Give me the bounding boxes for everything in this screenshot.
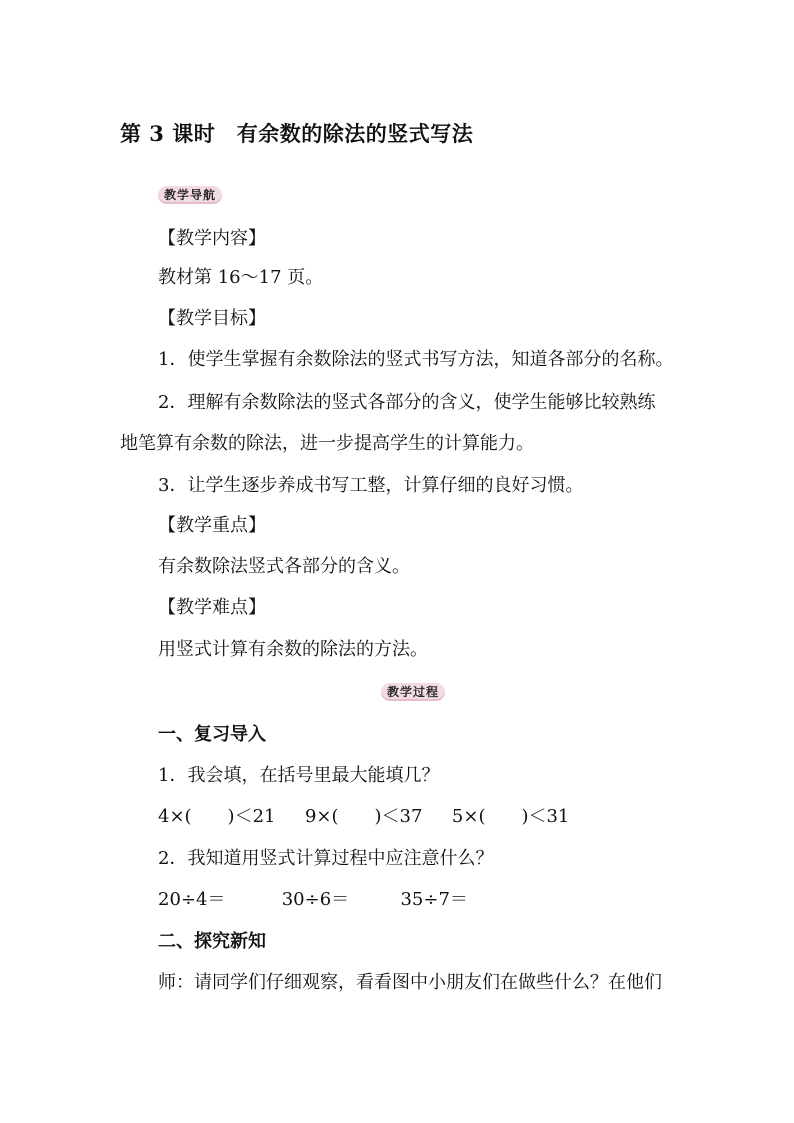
teacher-line: 师：请同学们仔细观察，看看图中小朋友们在做些什么？在他们 [158, 972, 662, 993]
exercise-item: 5×( )＜31 [451, 806, 570, 827]
teaching-goals-heading: 【教学目标】 [158, 308, 266, 329]
exercise-item: 4×( )＜21 [158, 806, 276, 827]
question-1: 1．我会填，在括号里最大能填几？ [158, 765, 440, 786]
question-1-exercises [158, 805, 569, 829]
goal-item-2-line-2: 地笔算有余数的除法，进一步提高学生的计算能力。 [120, 433, 534, 454]
difficulty-heading: 【教学难点】 [158, 597, 266, 618]
key-points-heading: 【教学重点】 [158, 515, 266, 536]
exercise-item: 30÷6＝ [281, 889, 350, 910]
difficulty-text: 用竖式计算有余数的除法的方法。 [158, 639, 428, 660]
exercise-item: 20÷4＝ [158, 889, 226, 910]
explore-new-knowledge-heading: 二、探究新知 [158, 931, 266, 952]
key-points-text: 有余数除法竖式各部分的含义。 [158, 556, 410, 577]
exercise-item: 9×( )＜37 [304, 806, 423, 827]
goal-item-1: 1．使学生掌握有余数除法的竖式书写方法，知道各部分的名称。 [158, 349, 674, 370]
question-2: 2．我知道用竖式计算过程中应注意什么？ [158, 848, 494, 869]
page-title: 第 3 课时 有余数的除法的竖式写法 [120, 121, 474, 146]
goal-item-3: 3．让学生逐步养成书写工整，计算仔细的良好习惯。 [158, 475, 584, 496]
teaching-content-text: 教材第 16～17 页。 [158, 267, 324, 288]
teaching-content-heading: 【教学内容】 [158, 228, 266, 249]
teaching-navigation-badge: 教学导航 [158, 186, 222, 204]
review-intro-heading: 一、复习导入 [158, 724, 266, 745]
teaching-process-badge: 教学过程 [381, 683, 445, 701]
goal-item-2-line-1: 2．理解有余数除法的竖式各部分的含义，使学生能够比较熟练 [158, 392, 656, 413]
question-2-exercises [158, 888, 468, 912]
exercise-item: 35÷7＝ [400, 889, 468, 910]
